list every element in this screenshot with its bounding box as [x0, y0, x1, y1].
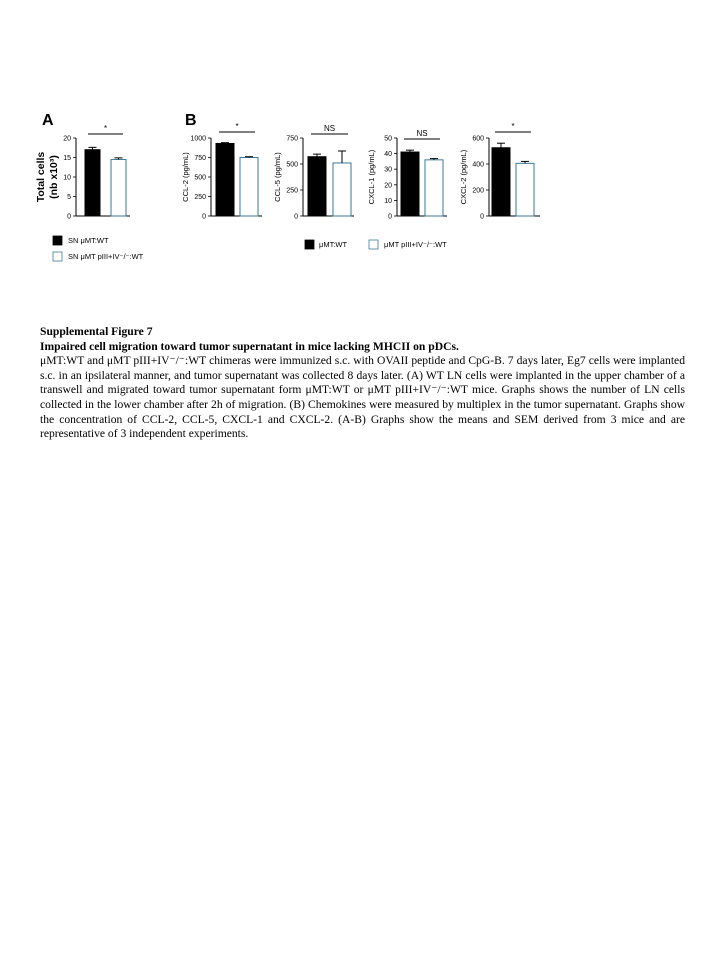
y-axis-label: Total cells [35, 151, 47, 203]
legend-b-swatch-1 [305, 240, 314, 249]
y-tick-label: 500 [194, 174, 206, 182]
bar [492, 148, 510, 216]
caption-title: Supplemental Figure 7 [40, 325, 153, 338]
bar [216, 143, 234, 216]
bar [516, 163, 534, 216]
legend-a-swatch-2 [53, 252, 62, 261]
bar [333, 163, 351, 216]
panel-letter-a: A [42, 112, 54, 129]
y-tick-label: 15 [63, 155, 71, 162]
y-tick-label: 750 [194, 155, 206, 162]
y-tick-label: 0 [388, 213, 392, 221]
y-tick-label: 40 [384, 151, 392, 159]
y-tick-label: 500 [286, 161, 298, 169]
legend-b-label-2: μMT pIII+IV⁻/⁻:WT [384, 240, 447, 249]
y-tick-label: 0 [480, 213, 484, 221]
y-axis-label-line2: (nb x10³) [48, 155, 60, 199]
chart-cxcl1 [367, 129, 447, 221]
chart-ccl2 [181, 122, 262, 221]
panel-letter-b: B [185, 112, 197, 129]
y-tick-label: 20 [63, 135, 71, 143]
bar [111, 159, 126, 216]
y-tick-label: 10 [384, 197, 392, 205]
figure [0, 0, 720, 300]
y-axis-label: CXCL-1 (pg/mL) [367, 149, 376, 205]
legend-b-label-1: μMT:WT [319, 240, 348, 249]
chart-ccl5 [273, 124, 354, 221]
bar [425, 160, 443, 216]
y-tick-label: 750 [286, 135, 298, 143]
legend-a-swatch-1 [53, 236, 62, 245]
figure-caption [40, 325, 685, 442]
y-tick-label: 1000 [190, 135, 206, 143]
bar [401, 152, 419, 216]
y-tick-label: 10 [63, 174, 71, 182]
y-tick-label: 50 [384, 135, 392, 143]
significance-label: * [103, 124, 108, 133]
y-tick-label: 600 [472, 135, 484, 143]
legend-a [53, 236, 144, 261]
significance-label: * [511, 122, 515, 131]
chart-total-cells [35, 124, 130, 221]
y-axis-label: CXCL-2 (pg/mL) [459, 149, 468, 205]
y-tick-label: 400 [472, 161, 484, 169]
y-tick-label: 30 [384, 166, 392, 174]
y-tick-label: 0 [294, 213, 298, 221]
caption-body: μMT:WT and μMT pIII+IV⁻/⁻:WT chimeras were immunized s.c. with OVAII peptide and CpG-B. 7 days later, Eg7 cells were implanted s.c. in an ipsilateral manner, and tumor supernatant was collected 8 days later. (A) WT LN cells were implanted in the upper chamber of a transwell and migrated toward tumor supernatant form μMT:WT or μMT pIII+IV⁻/⁻:WT mice. Graphs shows the number of LN cells collected in the lower chamber after 2h of migration. (B) Chemokines were measured by multiplex in the tumor supernatant. Graphs show the concentration of CCL-2, CCL-5, CXCL-1 and CXCL-2. (A-B) Graphs show the means and SEM derived from 3 mice and are representative of 3 independent experiments. [40, 354, 685, 441]
legend-b-swatch-2 [369, 240, 378, 249]
significance-label: NS [323, 124, 336, 133]
significance-label: * [235, 122, 239, 131]
y-tick-label: 0 [202, 213, 206, 221]
bar [85, 150, 100, 216]
significance-label: NS [416, 129, 428, 138]
caption-subtitle: Impaired cell migration toward tumor supernatant in mice lacking MHCII on pDCs. [40, 339, 459, 353]
y-tick-label: 250 [194, 194, 206, 201]
y-tick-label: 0 [67, 213, 71, 221]
y-axis-label: CCL-5 (pg/mL) [273, 152, 282, 202]
y-tick-label: 5 [67, 194, 71, 201]
chart-cxcl2 [459, 122, 540, 221]
y-tick-label: 20 [384, 182, 392, 190]
legend-a-label-2: SN μMT pIII+IV⁻/⁻:WT [68, 252, 144, 261]
legend-a-label-1: SN μMT:WT [68, 236, 109, 245]
y-axis-label: CCL-2 (pg/mL) [181, 152, 190, 202]
legend-b [305, 240, 447, 249]
y-tick-label: 200 [472, 187, 484, 195]
bar [240, 158, 258, 217]
bar [308, 157, 326, 216]
y-tick-label: 250 [286, 187, 298, 195]
